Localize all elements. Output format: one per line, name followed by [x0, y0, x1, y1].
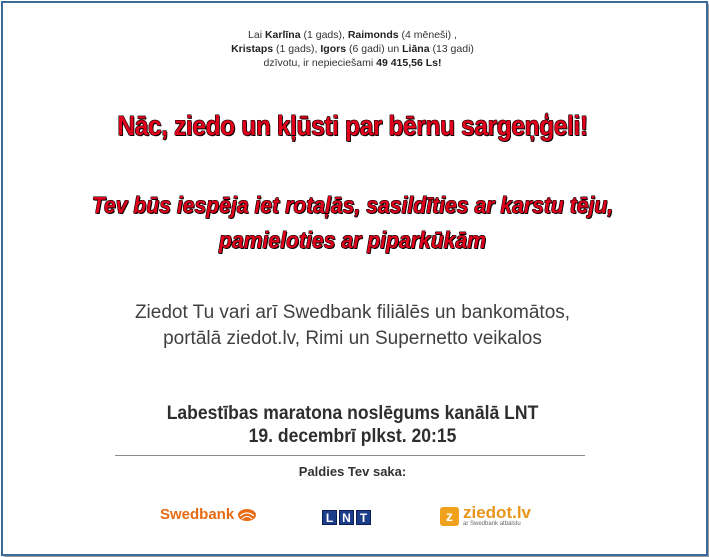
child-name: Igors	[320, 43, 347, 55]
lnt-letter: L	[322, 510, 337, 525]
thanks-label: Paldies Tev saka:	[298, 464, 407, 479]
intro-line-2	[0, 42, 705, 56]
child-age: (13 gadi)	[429, 43, 474, 55]
ziedot-logo	[440, 505, 531, 528]
oak-tree-icon	[237, 508, 257, 522]
finale-line-1: Labestības maratona noslēgums kanālā LNT	[166, 402, 539, 424]
child-age: (1 gads),	[273, 43, 321, 55]
divider	[115, 455, 585, 456]
swedbank-logo	[160, 506, 257, 523]
currency: Ls!	[422, 57, 442, 69]
child-name: Raimonds	[347, 29, 399, 41]
child-name: Liāna	[402, 43, 430, 55]
child-age: (6 gadi) un	[346, 43, 403, 55]
ziedot-tagline: ar Swedbank atbalstu	[463, 521, 521, 527]
lnt-letter: T	[356, 510, 371, 525]
ziedot-wordmark: ziedot.lv	[463, 503, 532, 522]
subheading-line-2: pamieloties ar piparkūkām	[219, 227, 486, 253]
intro-text: Lai	[248, 29, 265, 41]
children-intro	[0, 28, 705, 70]
marathon-finale	[35, 402, 670, 448]
donation-line-2: portālā ziedot.lv, Rimi un Supernetto veikalos	[163, 328, 542, 349]
lnt-logo	[322, 510, 371, 525]
child-name: Karlīna	[264, 29, 301, 41]
ziedot-mark-icon: z	[440, 507, 459, 526]
donation-line-1: Ziedot Tu vari arī Swedbank filiālēs un bankomātos,	[134, 302, 571, 323]
intro-line-3	[0, 56, 705, 70]
amount-value: 49 415,56	[376, 57, 423, 69]
activities-subheading	[28, 188, 677, 258]
headline: Nāc, ziedo un kļūsti par bērnu sargeņģeli!	[117, 110, 588, 141]
child-age: (1 gads),	[300, 29, 348, 41]
subheading-line-1: Tev būs iespēja iet rotaļās, sasildīties ar karstu tēju,	[91, 192, 614, 218]
child-age: (4 mēneši) ,	[398, 29, 457, 41]
donation-info	[0, 300, 705, 352]
swedbank-wordmark: Swedbank	[160, 506, 235, 523]
child-name: Kristaps	[231, 43, 274, 55]
intro-line-1	[0, 28, 705, 42]
intro-text: dzīvotu, ir nepieciešami	[263, 57, 377, 69]
finale-date: 19. decembrī plkst. 20:15	[248, 425, 457, 447]
lnt-letter: N	[339, 510, 354, 525]
